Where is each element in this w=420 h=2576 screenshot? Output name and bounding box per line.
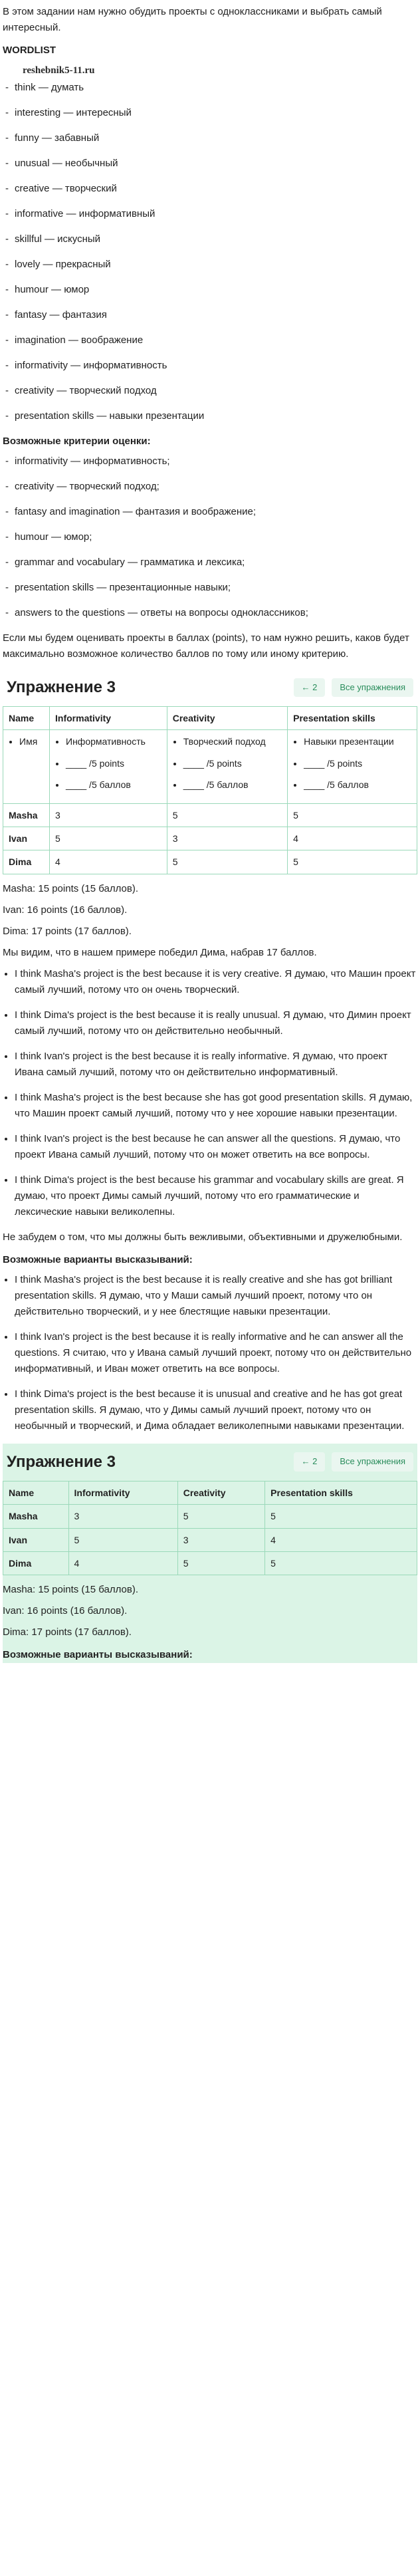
template-cell: • Имя (19, 734, 44, 749)
list-item: - humour — юмор (15, 282, 417, 298)
list-item: • I think Ivan's project is the best because he can answer all the questions. Я думаю, что проект Ивана самый лучший, потому что он может ответить на все вопросы. (15, 1131, 417, 1163)
criteria-title: Возможные критерии оценки: (3, 436, 151, 447)
list-item: • I think Masha's project is the best because she has got good presentation skills. Я думаю, что Машин проект самый лучший, потому что у нее хорошие навыки презентации. (15, 1090, 417, 1122)
list-item: - funny — забавный (15, 130, 417, 146)
watermark: reshebnik5-11.ru (23, 65, 95, 76)
exercise-bar-repeat (0, 1444, 420, 1481)
table-row: Ivan 5 3 4 (3, 1528, 417, 1551)
list-item: - lovely — прекрасный (15, 257, 417, 273)
exercise-title: Упражнение 3 (7, 678, 116, 696)
list-item: - fantasy and imagination — фантазия и воображение; (15, 504, 417, 520)
template-cell: • Творческий подход (183, 734, 282, 749)
intro-text: В этом задании нам нужно обудить проекты с одноклассниками и выбрать самый интересный. (3, 6, 382, 33)
prev-exercise-button[interactable]: ← 2 (294, 1452, 326, 1472)
table-row: Dima 4 5 5 (3, 1551, 417, 1575)
variants-title: Возможные варианты высказываний: (3, 1253, 193, 1265)
template-cell: • Навыки презентации (304, 734, 411, 749)
list-item: • I think Dima's project is the best because it is really unusual. Я думаю, что Димин проект самый лучший, потому что он действительно необычный. (15, 1007, 417, 1039)
template-cell: • Информативность (66, 734, 161, 749)
score-dima: Dima: 17 points (17 баллов). (3, 925, 132, 937)
list-item: • I think Ivan's project is the best because it is really informative and he can answer all the questions. Я считаю, что у Ивана самый лучший проект, потому что он действительно информативный, и Иван может ответить на все вопросы. (15, 1329, 417, 1377)
list-item: - fantasy — фантазия (15, 307, 417, 323)
template-cell: • ____ /5 баллов (66, 777, 161, 792)
repeat-block: Упражнение 3 ← 2 Все упражнения Name Informativity Creativity Presentation skills Masha 3 5 5 Ivan 5 3 4 Dima 4 5 5 Masha: 15 points (15 баллов). Ivan: 16 points (16 баллов). Dima: 17 points (17 баллов). Возможные варианты высказываний: (3, 1444, 417, 1664)
list-item: - think — думать (15, 80, 417, 96)
header-name: Name (3, 707, 50, 730)
list-item: - creative — творческий (15, 181, 417, 197)
template-cell: • ____ /5 баллов (304, 777, 411, 792)
header-informativity: Informativity (50, 707, 167, 730)
header-presentation: Presentation skills (288, 707, 417, 730)
table-row: Dima 4 5 5 (3, 850, 417, 874)
exercise-title: Упражнение 3 (7, 1452, 116, 1471)
prev-exercise-button[interactable]: ← 2 (294, 678, 326, 698)
list-item: - unusual — необычный (15, 156, 417, 172)
all-exercises-button[interactable]: Все упражнения (332, 678, 413, 698)
list-item: - informativity — информативность (15, 358, 417, 374)
list-item: - answers to the questions — ответы на вопросы одноклассников; (15, 605, 417, 621)
wordlist-title: WORDLIST (3, 45, 56, 56)
template-cell: • ____ /5 points (304, 756, 411, 771)
score-ivan: Ivan: 16 points (16 баллов). (3, 904, 128, 916)
list-item: - creativity — творческий подход; (15, 479, 417, 495)
template-cell: • ____ /5 баллов (183, 777, 282, 792)
list-item: - informativity — информативность; (15, 453, 417, 469)
header-creativity: Creativity (167, 707, 287, 730)
score-masha: Masha: 15 points (15 баллов). (3, 882, 138, 894)
table-row: Ivan 5 3 4 (3, 827, 417, 850)
list-item: - presentation skills — презентационные навыки; (15, 580, 417, 596)
wordlist (3, 80, 417, 424)
table-row: Masha 3 5 5 (3, 1505, 417, 1528)
all-exercises-button[interactable]: Все упражнения (332, 1452, 413, 1472)
list-item: - interesting — интересный (15, 105, 417, 121)
score-table-repeat: Name Informativity Creativity Presentation skills Masha 3 5 5 Ivan 5 3 4 Dima 4 5 5 (3, 1481, 417, 1576)
list-item: • I think Masha's project is the best because it is really creative and she has got brilliant presentation skills. Я думаю, что у Маши самый лучший проект, потому что он действительно творческий, и у нее блестящие навыки презентации. (15, 1272, 417, 1320)
variants-list (3, 1272, 417, 1434)
list-item: - humour — юмор; (15, 529, 417, 545)
polite-text: Не забудем о том, что мы должны быть вежливыми, объективными и дружелюбными. (3, 1231, 403, 1243)
table-row: Masha 3 5 5 (3, 803, 417, 827)
list-item: - informative — информативный (15, 206, 417, 222)
list-item: - skillful — искусный (15, 231, 417, 247)
list-item: - imagination — воображение (15, 332, 417, 348)
list-item: - creativity — творческий подход (15, 383, 417, 399)
list-item: • I think Dima's project is the best because it is unusual and creative and he has got great presentation skills. Я думаю, что у Димы самый лучший проект, потому что он необычный и творческий, и Дима обладает великолепными навыками презентации. (15, 1386, 417, 1434)
template-cell: • ____ /5 points (183, 756, 282, 771)
list-item: - grammar and vocabulary — грамматика и лексика; (15, 555, 417, 571)
list-item: • I think Ivan's project is the best because it is really informative. Я думаю, что проект Ивана самый лучший, потому что он действительно информативный. (15, 1049, 417, 1081)
list-item: • I think Dima's project is the best because his grammar and vocabulary skills are great. Я думаю, что проект Димы самый лучший, потому что его грамматические и лексические навыки великолепны. (15, 1172, 417, 1220)
statements-list (3, 966, 417, 1220)
template-cell: • ____ /5 points (66, 756, 161, 771)
points-paragraph: Если мы будем оценивать проекты в баллах (points), то нам нужно решить, каков будет максимально возможное количество баллов по тому или иному критерию. (3, 632, 409, 660)
score-table (3, 706, 417, 874)
exercise-bar (0, 669, 420, 706)
winner-text: Мы видим, что в нашем примере победил Дима, набрав 17 баллов. (3, 946, 317, 958)
list-item: • I think Masha's project is the best because it is very creative. Я думаю, что Машин проект самый лучший, потому что он очень творческий. (15, 966, 417, 998)
list-item: - presentation skills — навыки презентации (15, 408, 417, 424)
criteria-list (3, 453, 417, 621)
